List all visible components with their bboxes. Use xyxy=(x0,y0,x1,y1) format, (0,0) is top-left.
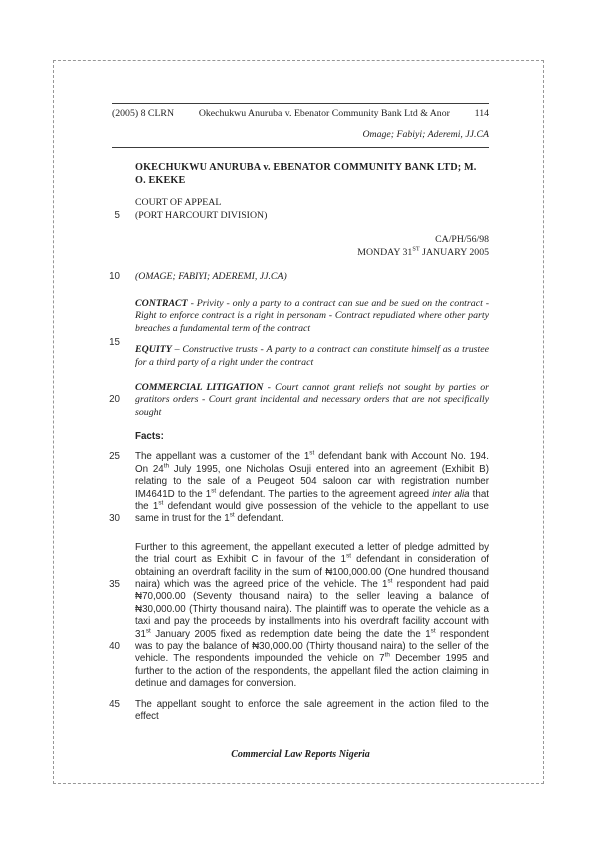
hearing-date: MONDAY 31ST JANUARY 2005 xyxy=(357,245,489,258)
page-border xyxy=(53,60,544,784)
suit-number: CA/PH/56/98 xyxy=(435,234,489,245)
court-division: (PORT HARCOURT DIVISION) xyxy=(135,209,268,221)
page-content xyxy=(109,103,490,761)
line-number-30: 30 xyxy=(109,513,120,525)
paragraph-text: The appellant was a customer of the 1st defendant bank with Account No. 194. On 24th July 1995, one Nicholas Osuji entered into an agreement (Exhibit B) relating to the sale of a Peugeot 504 saloon car with registration number IM4641D to the 1st defendant. The parties to the agreement agreed inter alia that the 1st defendant would give possession of the vehicle to the appellant to use same in trust for the 1st defendant. xyxy=(135,450,490,525)
line-number-40: 40 xyxy=(109,640,120,652)
catchword-text: - Privity - only a party to a contract can sue and be sued on the contract - Right to enforce contract is a right in personam - Contract repudiated where other party breaches a fundamental term of the contract xyxy=(135,297,489,334)
facts-paragraph-3 xyxy=(109,698,489,724)
facts-paragraph-2 xyxy=(109,541,490,691)
catchword-commercial-litigation xyxy=(109,381,489,420)
judges-line: Omage; Fabiyi; Aderemi, JJ.CA xyxy=(362,129,489,140)
line-number-10: 10 xyxy=(109,271,120,283)
coram: (OMAGE; FABIYI; ADEREMI, JJ.CA) xyxy=(135,271,287,283)
line-number-5: 5 xyxy=(114,209,120,221)
catchword-text: – Constructive trusts - A party to a contract can constitute himself as a trustee for a third party of a right under the contract xyxy=(135,344,489,368)
line-number-15: 15 xyxy=(109,336,120,348)
case-title: OKECHUKWU ANURUBA v. EBENATOR COMMUNITY BANK LTD; M. O. EKEKE xyxy=(135,162,477,186)
case-reference-block xyxy=(112,234,489,259)
running-head xyxy=(112,103,489,148)
court-name: COURT OF APPEAL xyxy=(135,197,222,209)
coram-block xyxy=(109,271,489,283)
facts-heading: Facts: xyxy=(135,431,164,443)
line-number-25: 25 xyxy=(109,451,120,463)
facts-paragraph-1 xyxy=(109,450,490,525)
report-page-number: 114 xyxy=(474,108,489,119)
running-head-case-name: Okechukwu Anuruba v. Ebenator Community Bank Ltd & Anor xyxy=(198,108,450,119)
catchword-subject: COMMERCIAL LITIGATION xyxy=(135,381,264,393)
running-head-rule-top xyxy=(112,103,489,104)
report-citation: (2005) 8 CLRN xyxy=(112,108,175,119)
catchword-contract xyxy=(109,297,489,348)
catchword-subject: CONTRACT xyxy=(135,297,188,309)
court-block xyxy=(114,197,489,222)
line-number-35: 35 xyxy=(109,578,120,590)
paragraph-text: Further to this agreement, the appellant executed a letter of pledge admitted by the trial court as Exhibit C in favour of the 1st defendant in consideration of obtaining an overdraft facility in the sum of ₦100,000.00 (One hundred thousand naira) which was the agreed price of the vehicle. The 1st respondent had paid ₦70,000.00 (Seventy thousand naira) to the seller leaving a balance of ₦30,000.00 (Thirty thousand naira). The plaintiff was to operate the vehicle as a taxi and pay the proceeds by installments into his overdraft facility account with 31st January 2005 fixed as redemption date being the date the 1st respondent was to pay the balance of ₦30,000.00 (Thirty thousand naira) to the seller of the vehicle. The respondents impounded the vehicle on 7th December 1995 and further to the action of the respondents, the appellant filed the action claiming in detinue and damages for conversion. xyxy=(135,541,490,690)
footer-imprint: Commercial Law Reports Nigeria xyxy=(231,749,370,761)
catchword-equity xyxy=(135,344,489,369)
line-number-45: 45 xyxy=(109,698,120,710)
paragraph-text: The appellant sought to enforce the sale agreement in the action filed to the effect xyxy=(135,698,489,723)
line-number-20: 20 xyxy=(109,394,120,406)
catchword-subject: EQUITY xyxy=(135,344,172,356)
catchword-text: - Court cannot grant reliefs not sought by parties or gratitors orders - Court grant incidental and necessary orders that are not specifically sought xyxy=(135,381,489,418)
running-head-rule-bottom xyxy=(112,147,489,148)
